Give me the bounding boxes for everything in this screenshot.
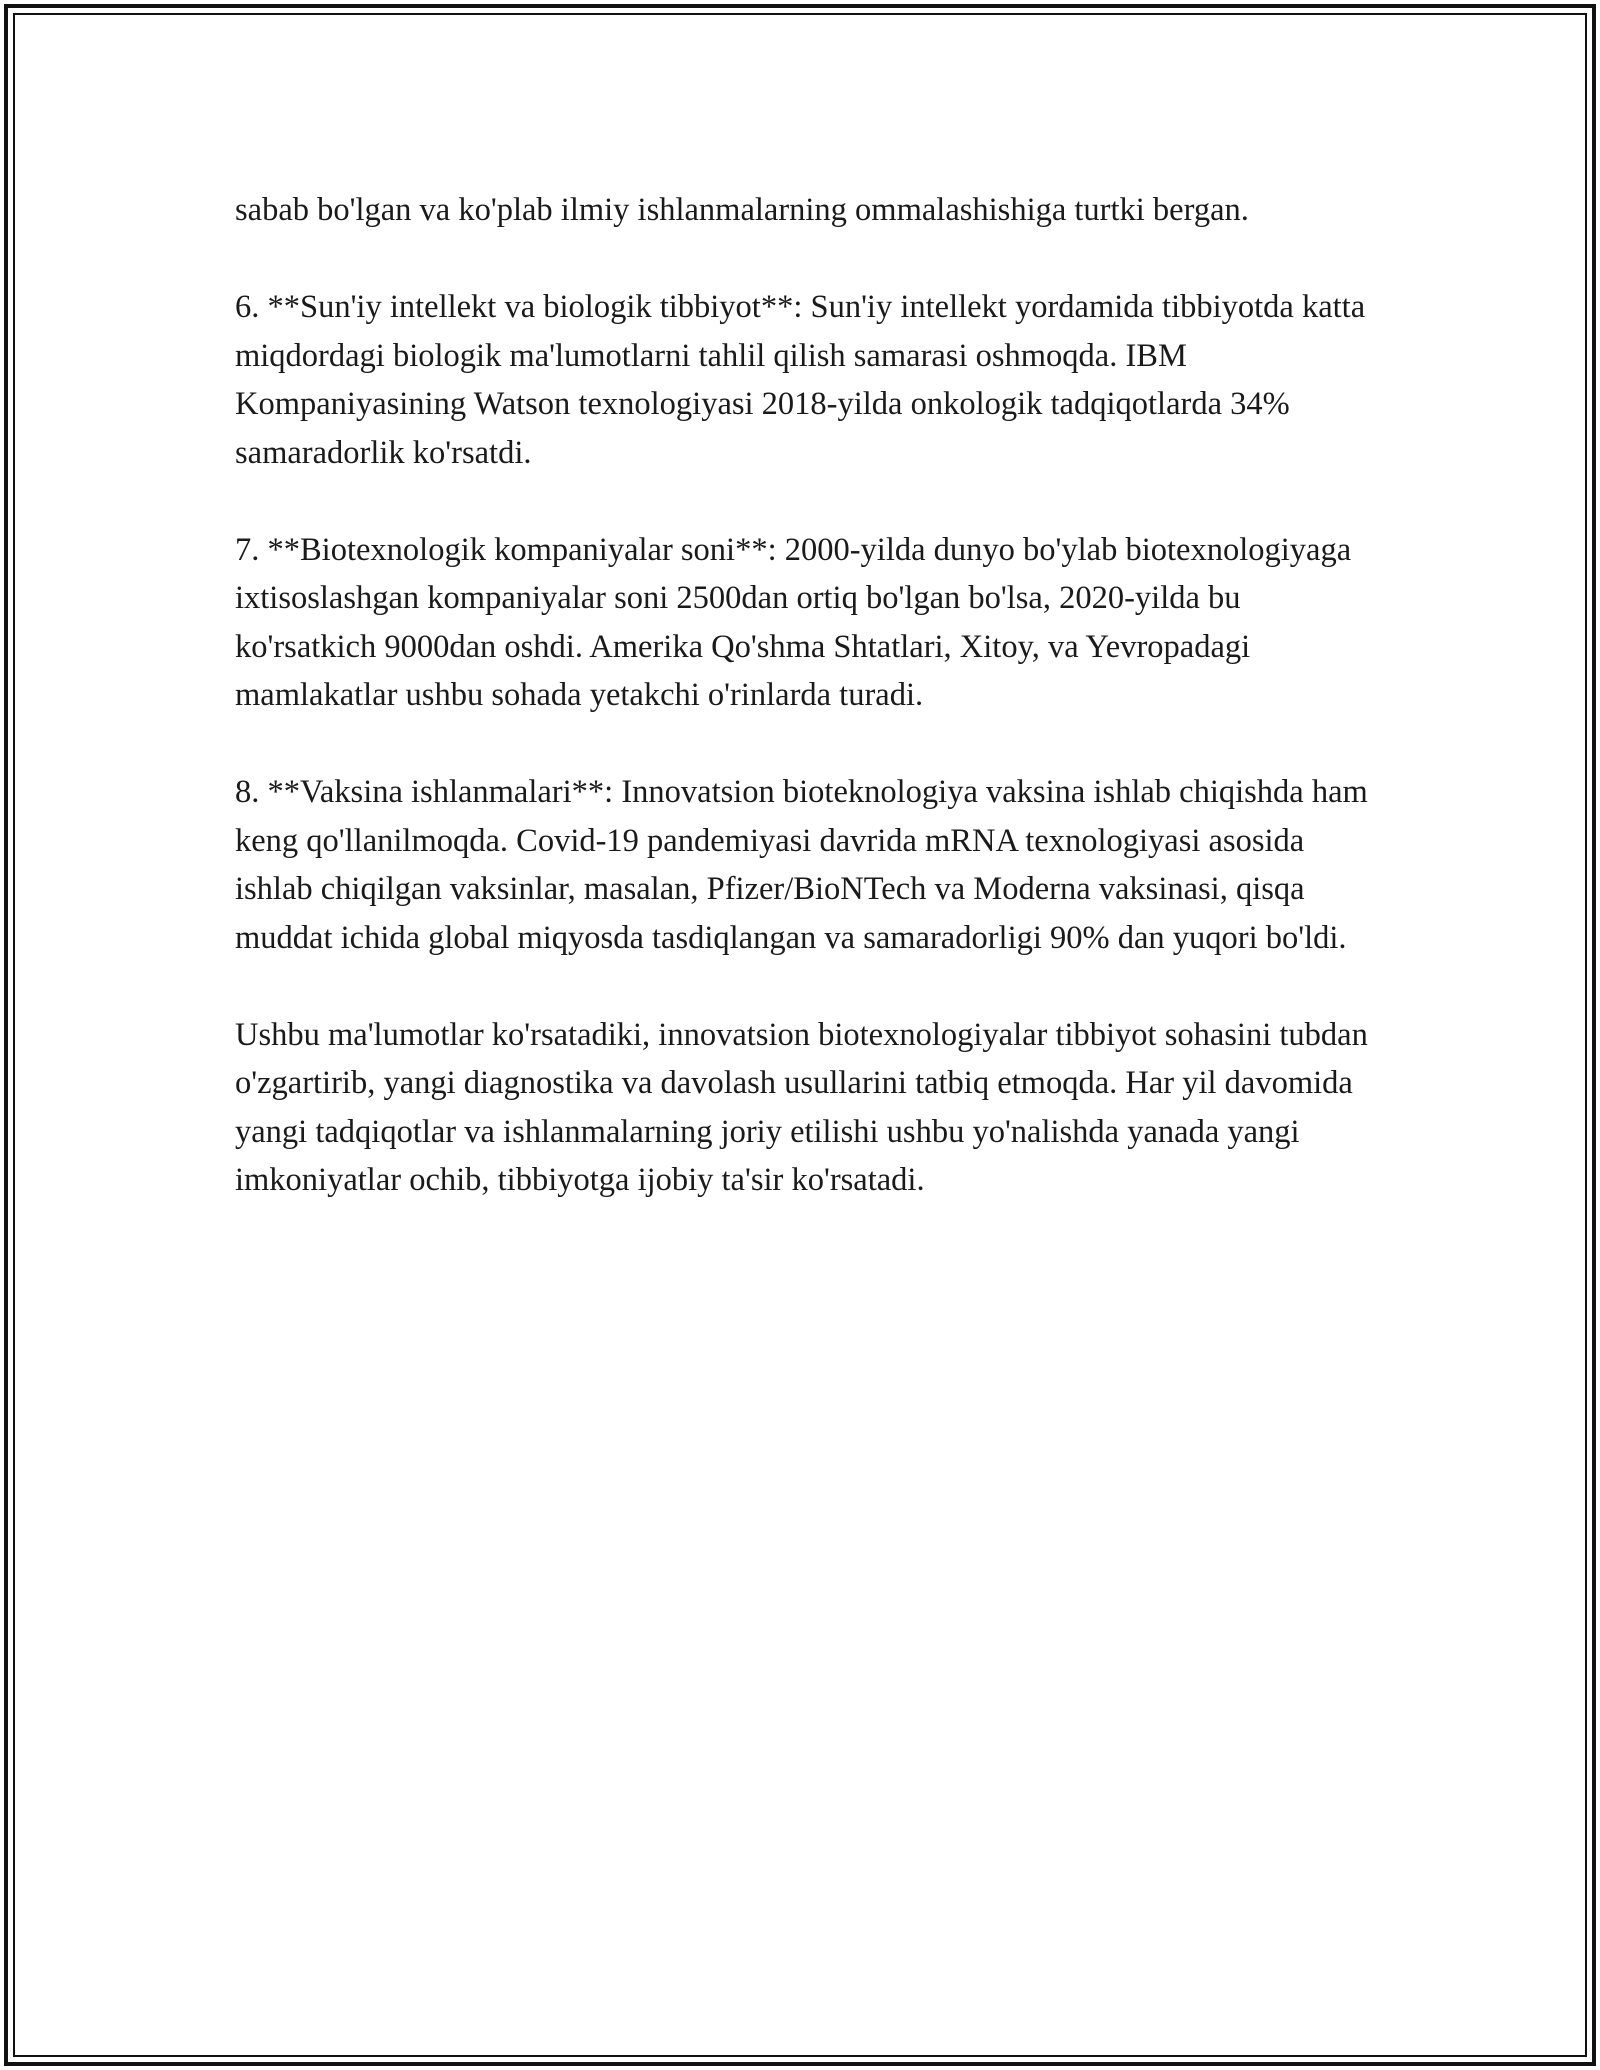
paragraph-item-7: 7. **Biotexnologik kompaniyalar soni**: 2000-yilda dunyo bo'ylab biotexnologiyaga ixtisoslashgan kompaniyalar soni 2500dan ortiq bo'lgan bo'lsa, 2020-yilda bu ko'rsatkich 9000dan oshdi. Amerika Qo'shma Shtatlari, Xitoy, va Yevropadagi mamlakatlar ushbu sohada yetakchi o'rinlarda turadi. bbox=[235, 531, 1352, 713]
paragraph-conclusion: Ushbu ma'lumotlar ko'rsatadiki, innovatsion biotexnologiyalar tibbiyot sohasini tubdan o'zgartirib, yangi diagnostika va davolash usullarini tatbiq etmoqda. Har yil davomida yangi tadqiqotlar va ishlanmalarning joriy etilishi ushbu yo'nalishda yanada yangi imkoniyatlar ochib, tibbiyotga ijobiy ta'sir ko'rsatadi. bbox=[235, 1016, 1368, 1198]
document-body bbox=[235, 186, 1385, 1253]
paragraph-item-8: 8. **Vaksina ishlanmalari**: Innovatsion bioteknologiya vaksina ishlab chiqishda ham keng qo'llanilmoqda. Covid-19 pandemiyasi davrida mRNA texnologiyasi asosida ishlab chiqilgan vaksinlar, masalan, Pfizer/BioNTech va Moderna vaksinasi, qisqa muddat ichida global miqyosda tasdiqlangan va samaradorligi 90% dan yuqori bo'ldi. bbox=[235, 774, 1368, 956]
paragraph-item-6: 6. **Sun'iy intellekt va biologik tibbiyot**: Sun'iy intellekt yordamida tibbiyotda katta miqdordagi biologik ma'lumotlarni tahlil qilish samarasi oshmoqda. IBM Kompaniyasining Watson texnologiyasi 2018-yilda onkologik tadqiqotlarda 34% samaradorlik ko'rsatdi. bbox=[235, 289, 1366, 471]
paragraph-continuation: sabab bo'lgan va ko'plab ilmiy ishlanmalarning ommalashishiga turtki bergan. bbox=[235, 192, 1249, 228]
